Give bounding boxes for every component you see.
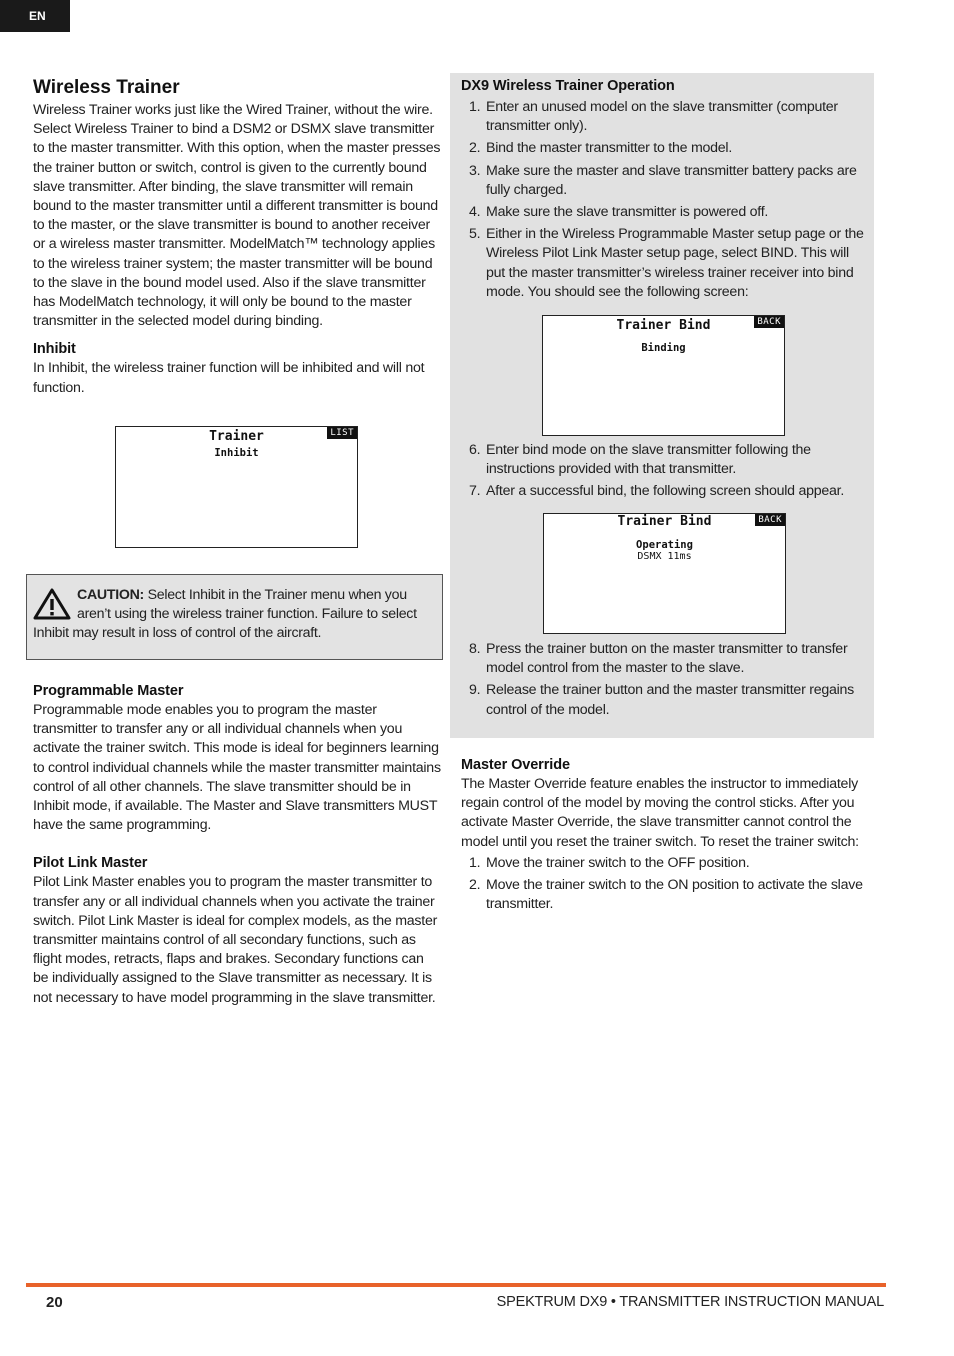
footer-rule (26, 1283, 886, 1287)
left-column-lower (33, 681, 441, 1008)
page-number: 20 (46, 1294, 63, 1311)
section-title: Wireless Trainer (33, 77, 180, 98)
programmable-master-paragraph: Programmable mode enables you to program the master transmitter to transfer any or all individual channels when you activate the trainer switch. This mode is ideal for beginners learning to control individual channels while the master transmitter maintains control of all other channels. The slave transmitter should be in Inhibit mode, if available. The Master and Slave transmitters MUST have the same programming. (33, 702, 441, 834)
caution-box (26, 574, 443, 660)
trainer-bind-screen (542, 315, 785, 436)
steps-list-b (461, 441, 869, 502)
operation-steps-b (461, 438, 869, 502)
list-item: 6. Enter bind mode on the slave transmitter following the instructions provided with that transmitter. (469, 442, 811, 478)
left-column (33, 76, 441, 398)
bind-screen-status: Binding (641, 342, 686, 354)
list-item: 2. Bind the master transmitter to the model. (469, 140, 733, 157)
list-item: 3. Make sure the master and slave transmitter battery packs are fully charged. (469, 162, 857, 198)
override-steps-list (461, 854, 871, 915)
list-item: 4. Make sure the slave transmitter is powered off. (469, 204, 769, 221)
list-item: 2. Move the trainer switch to the ON position to activate the slave transmitter. (469, 877, 863, 913)
pilot-link-master-heading: Pilot Link Master (33, 855, 148, 872)
steps-list-c (461, 640, 869, 720)
operation-heading: DX9 Wireless Trainer Operation (461, 78, 675, 94)
list-item: 8. Press the trainer button on the master transmitter to transfer model control from the master to the slave. (469, 641, 848, 677)
back-tag: BACK (754, 316, 784, 328)
caution-text: Select Inhibit in the Trainer menu when you aren’t using the wireless trainer function. Failure to select Inhibit may result in loss of control of the aircraft. (33, 587, 417, 642)
trainer-operating-screen (543, 513, 786, 634)
steps-list-a (461, 98, 869, 302)
master-override-paragraph: The Master Override feature enables the instructor to immediately regain control of the model by moving the control sticks. After you activate Master Override, the slave transmitter cannot control the model until you reset the trainer switch. To reset the trainer switch: (461, 776, 859, 850)
trainer-screen-title: Trainer (209, 429, 264, 444)
operation-steps-a (461, 76, 869, 302)
intro-paragraph: Wireless Trainer works just like the Wired Trainer, without the wire. Select Wireless Trainer to bind a DSM2 or DSMX slave transmitter to the master transmitter. With this option, when the master presses the trainer button or switch, control is given to the currently bound slave transmitter. After binding, the slave transmitter will remain bound to the master transmitter until a different transmitter is bound to the master, or the slave transmitter is bound to another receiver or a wireless master transmitter. ModelMatch™ technology applies to the wireless trainer system; the master transmitter will be bound to the slave in the bound model used. Also if the slave transmitter has ModelMatch technology, it will only be bound to the master transmitter in the selected model during binding. (33, 102, 441, 330)
operating-screen-title: Trainer Bind (617, 514, 712, 529)
master-override-heading: Master Override (461, 757, 570, 773)
list-item: 7. After a successful bind, the following screen should appear. (469, 483, 845, 500)
back-tag: BACK (755, 514, 785, 526)
inhibit-heading: Inhibit (33, 341, 76, 358)
operating-screen-status: Operating (636, 539, 693, 551)
list-item: 9. Release the trainer button and the master transmitter regains control of the model. (469, 682, 855, 718)
master-override-section (461, 755, 871, 914)
operating-screen-protocol: DSMX 11ms (637, 551, 692, 562)
list-item: 1. Enter an unused model on the slave transmitter (computer transmitter only). (469, 99, 838, 135)
list-item: 5. Either in the Wireless Programmable Master setup page or the Wireless Pilot Link Master setup page, select BIND. This will put the master transmitter’s wireless trainer receiver into bind mode. You should see the following screen: (469, 226, 864, 300)
list-tag: LIST (327, 427, 357, 439)
list-item: 1. Move the trainer switch to the OFF position. (469, 854, 750, 871)
language-tab: EN (0, 0, 70, 32)
trainer-screen-mode: Inhibit (214, 447, 259, 459)
operation-steps-c (461, 637, 869, 720)
programmable-master-heading: Programmable Master (33, 683, 184, 699)
bind-screen-title: Trainer Bind (616, 318, 711, 333)
warning-icon (33, 588, 71, 620)
inhibit-paragraph: In Inhibit, the wireless trainer function will be inhibited and will not function. (33, 360, 425, 396)
manual-title: SPEKTRUM DX9 • TRANSMITTER INSTRUCTION MANUAL (496, 1294, 884, 1310)
caution-label: CAUTION: (77, 587, 144, 603)
trainer-screen (115, 426, 358, 548)
pilot-link-master-paragraph: Pilot Link Master enables you to program the master transmitter to transfer any or all individual channels when you activate the trainer switch. Pilot Link Master is ideal for complex models, as the master transmitter maintains control of all secondary functions, such as flight modes, retracts, flaps and brakes. Secondary functions can be individually assigned to the Slave transmitter as necessary. It is not necessary to have model programming in the slave transmitter. (33, 874, 438, 1006)
